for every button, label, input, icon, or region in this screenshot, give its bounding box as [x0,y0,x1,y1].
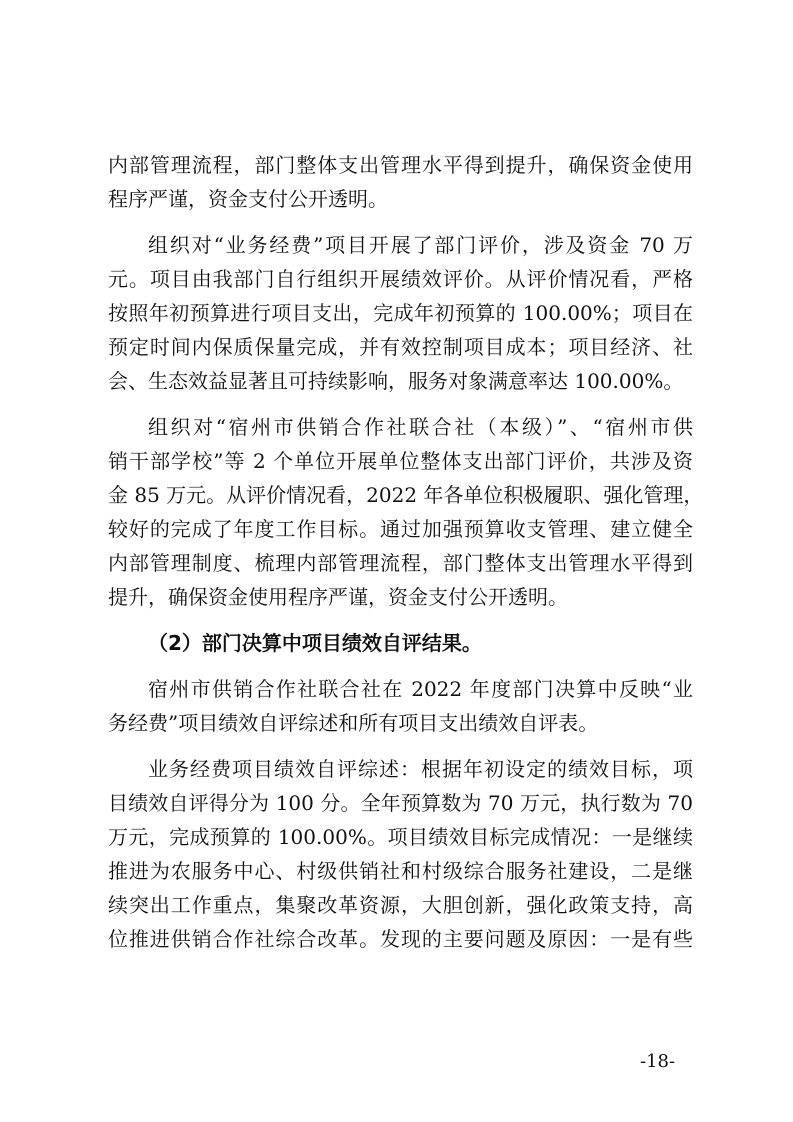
paragraph-line: 目绩效自评得分为 100 分。全年预算数为 70 万元，执行数为 70 [108,791,693,815]
paragraph-line: 程序严谨，资金支付公开透明。 [108,187,388,211]
paragraph-line: 组织对“宿州市供销合作社联合社（本级）”、“宿州市供 [148,415,693,439]
paragraph-line: 推进为农服务中心、村级供销社和村级综合服务社建设，二是继 [108,859,693,883]
paragraph-line: 提升，确保资金使用程序严谨，资金支付公开透明。 [108,585,568,609]
paragraph-line: 按照年初预算进行项目支出，完成年初预算的 100.00%；项目在 [108,301,693,325]
paragraph-line: 会、生态效益显著且可持续影响，服务对象满意率达 100.00%。 [108,369,684,393]
paragraph-line: 位推进供销合作社综合改革。发现的主要问题及原因：一是有些 [108,927,693,951]
paragraph-line: 续突出工作重点，集聚改革资源，大胆创新，强化政策支持，高 [108,893,693,917]
paragraph-line: 务经费”项目绩效自评综述和所有项目支出绩效自评表。 [108,711,599,735]
paragraph-line: 金 85 万元。从评价情况看，2022 年各单位积极履职、强化管理， [108,483,704,507]
paragraph-line: 宿州市供销合作社联合社在 2022 年度部门决算中反映“业 [148,677,693,701]
paragraph-line: 预定时间内保质保量完成，并有效控制项目成本；项目经济、社 [108,335,693,359]
page-number: -18- [640,1051,676,1072]
paragraph-line: 内部管理流程，部门整体支出管理水平得到提升，确保资金使用 [108,153,693,177]
paragraph-line: 组织对“业务经费”项目开展了部门评价，涉及资金 70 万 [148,233,693,257]
paragraph-line: 较好的完成了年度工作目标。通过加强预算收支管理、建立健全 [108,517,693,541]
paragraph-line: 万元，完成预算的 100.00%。项目绩效目标完成情况：一是继续 [108,825,693,849]
paragraph-line: 业务经费项目绩效自评综述：根据年初设定的绩效目标，项 [148,757,693,781]
paragraph-line: 销干部学校”等 2 个单位开展单位整体支出部门评价，共涉及资 [108,449,693,473]
paragraph-line: 内部管理制度、梳理内部管理流程，部门整体支出管理水平得到 [108,551,693,575]
paragraph-line: 元。项目由我部门自行组织开展绩效评价。从评价情况看，严格 [108,267,693,291]
section-heading: （2）部门决算中项目绩效自评结果。 [148,631,482,655]
